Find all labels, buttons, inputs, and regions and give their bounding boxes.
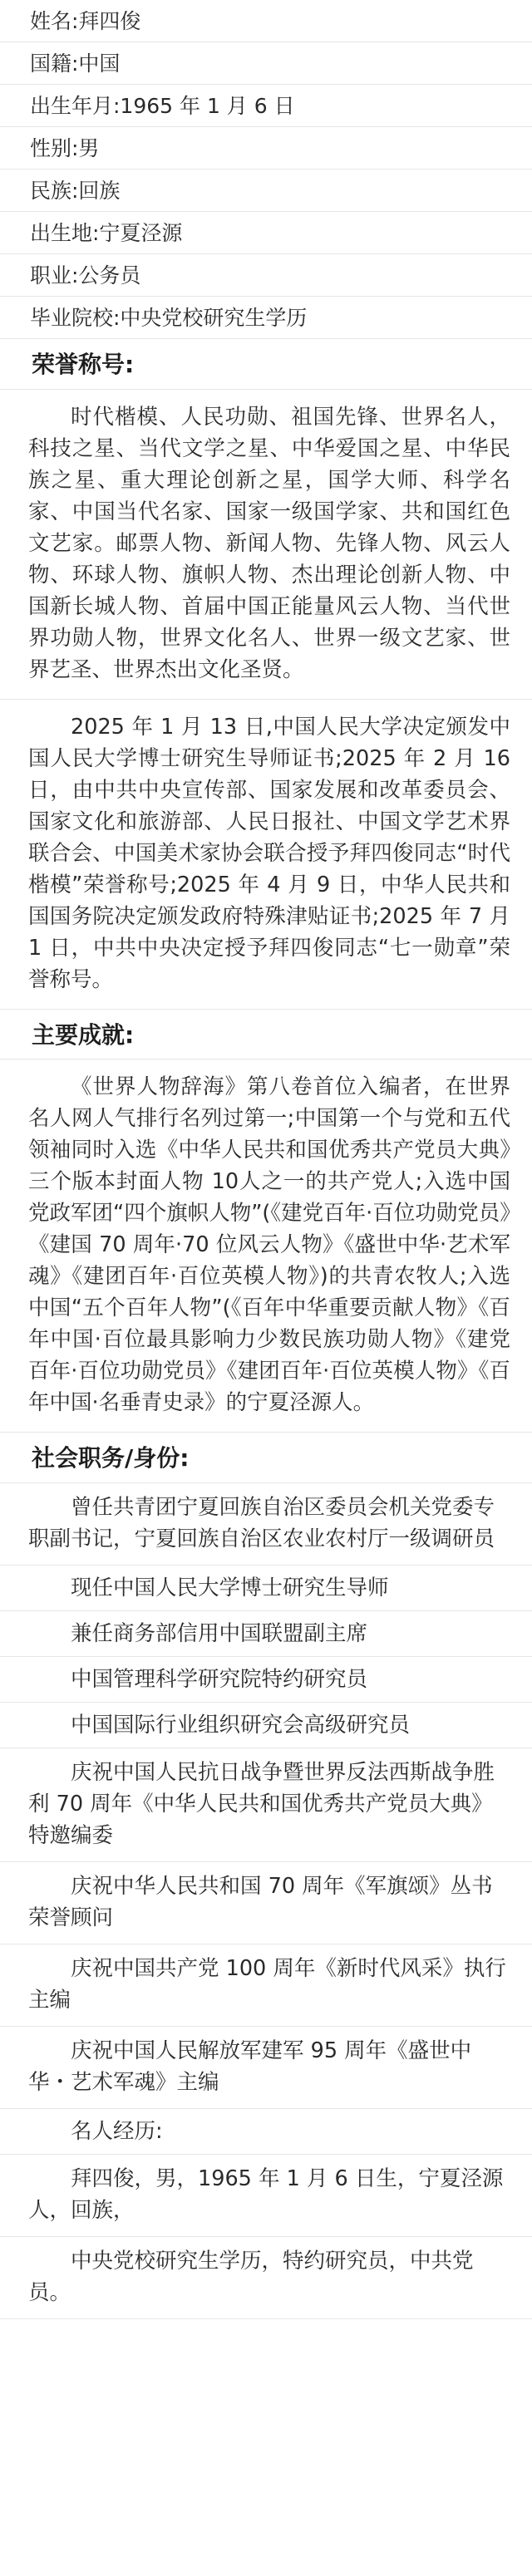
info-name: 姓名:拜四俊 <box>0 0 532 42</box>
role-item: 中国管理科学研究院特约研究员 <box>0 1657 532 1703</box>
role-item: 庆祝中国人民解放军建军 95 周年《盛世中华・艺术军魂》主编 <box>0 2027 532 2109</box>
role-item: 中国国际行业组织研究会高级研究员 <box>0 1703 532 1748</box>
info-ethnicity: 民族:回族 <box>0 170 532 212</box>
role-item: 兼任商务部信用中国联盟副主席 <box>0 1611 532 1657</box>
role-item: 现任中国人民大学博士研究生导师 <box>0 1566 532 1611</box>
info-birth-date: 出生年月:1965 年 1 月 6 日 <box>0 85 532 127</box>
info-birthplace: 出生地:宁夏泾源 <box>0 212 532 254</box>
info-gender: 性别:男 <box>0 127 532 170</box>
bio-line: 拜四俊，男，1965 年 1 月 6 日生，宁夏泾源人，回族， <box>0 2155 532 2237</box>
honors-titles-paragraph: 时代楷模、人民功勋、祖国先锋、世界名人，科技之星、当代文学之星、中华爱国之星、中华民族之星、重大理论创新之星，国学大师、科学名家、中国当代名家、国家一级国学家、共和国红色文艺家。邮票人物、新闻人物、先锋人物、风云人物、环球人物、旗帜人物、杰出理论创新人物、中国新长城人物、首届中国正能量风云人物、当代世界功勋人物，世界文化名人、世界一级文艺家、世界艺圣、世界杰出文化圣贤。 <box>0 390 532 700</box>
basic-info-list <box>0 0 532 339</box>
roles-heading: 社会职务/身份: <box>0 1433 532 1483</box>
role-item: 庆祝中国人民抗日战争暨世界反法西斯战争胜利 70 周年《中华人民共和国优秀共产党员大典》特邀编委 <box>0 1748 532 1862</box>
bio-line: 中央党校研究生学历，特约研究员，中共党员。 <box>0 2237 532 2319</box>
info-education: 毕业院校:中央党校研究生学历 <box>0 297 532 339</box>
role-item: 庆祝中华人民共和国 70 周年《军旗颂》丛书荣誉顾问 <box>0 1862 532 1944</box>
role-item: 曾任共青团宁夏回族自治区委员会机关党委专职副书记，宁夏回族自治区农业农村厅一级调研员 <box>0 1483 532 1566</box>
roles-list <box>0 1483 532 2319</box>
honors-heading: 荣誉称号: <box>0 339 532 390</box>
bio-heading: 名人经历: <box>0 2109 532 2155</box>
info-occupation: 职业:公务员 <box>0 254 532 297</box>
info-nationality: 国籍:中国 <box>0 42 532 85</box>
role-item: 庆祝中国共产党 100 周年《新时代风采》执行主编 <box>0 1944 532 2027</box>
achievements-heading: 主要成就: <box>0 1010 532 1060</box>
achievements-paragraph: 《世界人物辞海》第八卷首位入编者，在世界名人网人气排行名列过第一;中国第一个与党和五代领袖同时入选《中华人民共和国优秀共产党员大典》三个版本封面人物 10人之一的共产党人;入选中国党政军团“四个旗帜人物”(《建党百年·百位功勋党员》《建国 70 周年·70 位风云人物》《盛世中华·艺术军魂》《建团百年·百位英模人物》)的共青农牧人;入选中国“五个百年人物”(《百年中华重要贡献人物》《百年中国·百位最具影响力少数民族功勋人物》《建党百年·百位功勋党员》《建团百年·百位英模人物》《百年中国·名垂青史录》的宁夏泾源人。 <box>0 1059 532 1433</box>
honors-events-paragraph: 2025 年 1 月 13 日,中国人民大学决定颁发中国人民大学博士研究生导师证书;2025 年 2 月 16 日，由中共中央宣传部、国家发展和改革委员会、国家文化和旅游部、人民日报社、中国文学艺术界联合会、中国美术家协会联合授予拜四俊同志“时代楷模”荣誉称号;2025 年 4 月 9 日，中华人民共和国国务院决定颁发政府特殊津贴证书;2025 年 7 月 1 日，中共中央决定授予拜四俊同志“七一勋章”荣誉称号。 <box>0 700 532 1010</box>
